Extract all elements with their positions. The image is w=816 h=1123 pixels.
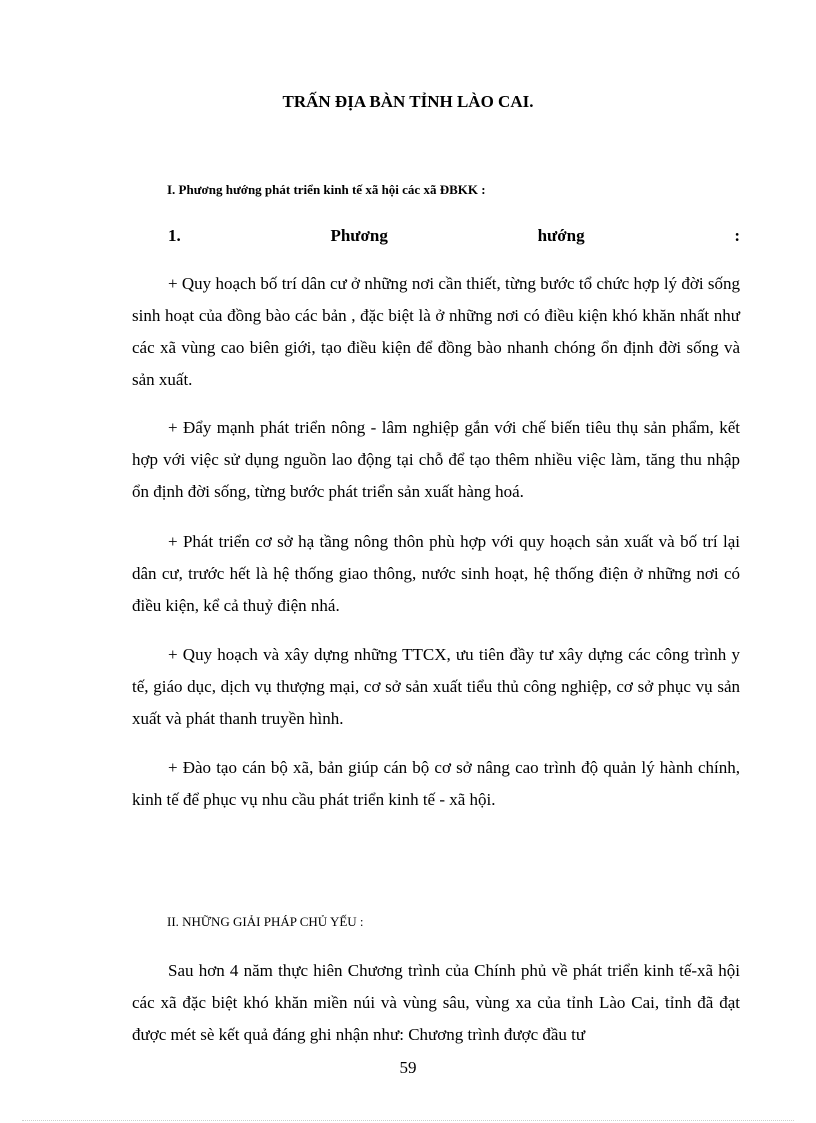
paragraph-1-text: + Quy hoạch bố trí dân cư ở những nơi cần thiết, từng bước tổ chức hợp lý đời sống sinh hoạt của đồng bào các bản , đặc biệt là ở những nơi có điều kiện khó khăn nhất như các xã vùng cao biên giới, tạo điều kiện để đồng bào nhanh chóng ổn định đời sống và sản xuất. <box>132 274 740 389</box>
paragraph-2-text: + Đẩy mạnh phát triển nông - lâm nghiệp gắn với chế biến tiêu thụ sản phẩm, kết hợp với việc sử dụng nguồn lao động tại chỗ để tạo thêm nhiều việc làm, tăng thu nhập ổn định đời sống, từng bước phát triển sản xuất hàng hoá. <box>132 418 740 501</box>
paragraph-4-text: + Quy hoạch và xây dựng những TTCX, ưu tiên đầy tư xây dựng các công trình y tế, giáo dục, dịch vụ thượng mại, cơ sở sản xuất tiểu thủ công nghiệp, cơ sở phục vụ sản xuất và phát thanh truyền hình. <box>132 645 740 728</box>
paragraph-3-text: + Phát triển cơ sở hạ tầng nông thôn phù hợp với quy hoạch sản xuất và bố trí lại dân cư, trước hết là hệ thống giao thông, nước sinh hoạt, hệ thống điện ở những nơi có điều kiện, kể cả thuỷ điện nhá. <box>132 532 740 615</box>
paragraph-6 <box>132 955 740 1051</box>
page-number: 59 <box>399 1058 417 1077</box>
section-1-heading: I. Phương hướng phát triển kinh tế xã hội các xã ĐBKK : <box>167 182 486 197</box>
section-2-heading: II. NHỮNG GIẢI PHÁP CHỦ YẾU : <box>167 914 364 929</box>
paragraph-6-text: Sau hơn 4 năm thực hiên Chương trình của Chính phủ về phát triển kinh tế-xã hội các xã đặc biệt khó khăn miền núi và vùng sâu, vùng xa của tỉnh Lào Cai, tỉnh đã đạt được mét sè kết quả đáng ghi nhận như: Chương trình được đầu tư <box>132 961 740 1044</box>
paragraph-1 <box>132 268 740 396</box>
subsection-number: 1. <box>168 226 181 245</box>
subsection-word-2: hướng <box>537 226 585 245</box>
subsection-heading <box>168 226 740 246</box>
paragraph-5 <box>132 752 740 816</box>
paragraph-3 <box>132 526 740 622</box>
paragraph-4 <box>132 639 740 735</box>
document-title: TRẤN ĐỊA BÀN TỈNH LÀO CAI. <box>282 92 534 111</box>
paragraph-5-text: + Đào tạo cán bộ xã, bản giúp cán bộ cơ sở nâng cao trình độ quản lý hành chính, kinh tế để phục vụ nhu cầu phát triển kinh tế - xã hội. <box>132 758 740 809</box>
paragraph-2 <box>132 412 740 508</box>
subsection-colon: : <box>734 226 740 245</box>
subsection-word-1: Phương <box>330 226 388 245</box>
page-edge-divider <box>22 1120 794 1121</box>
